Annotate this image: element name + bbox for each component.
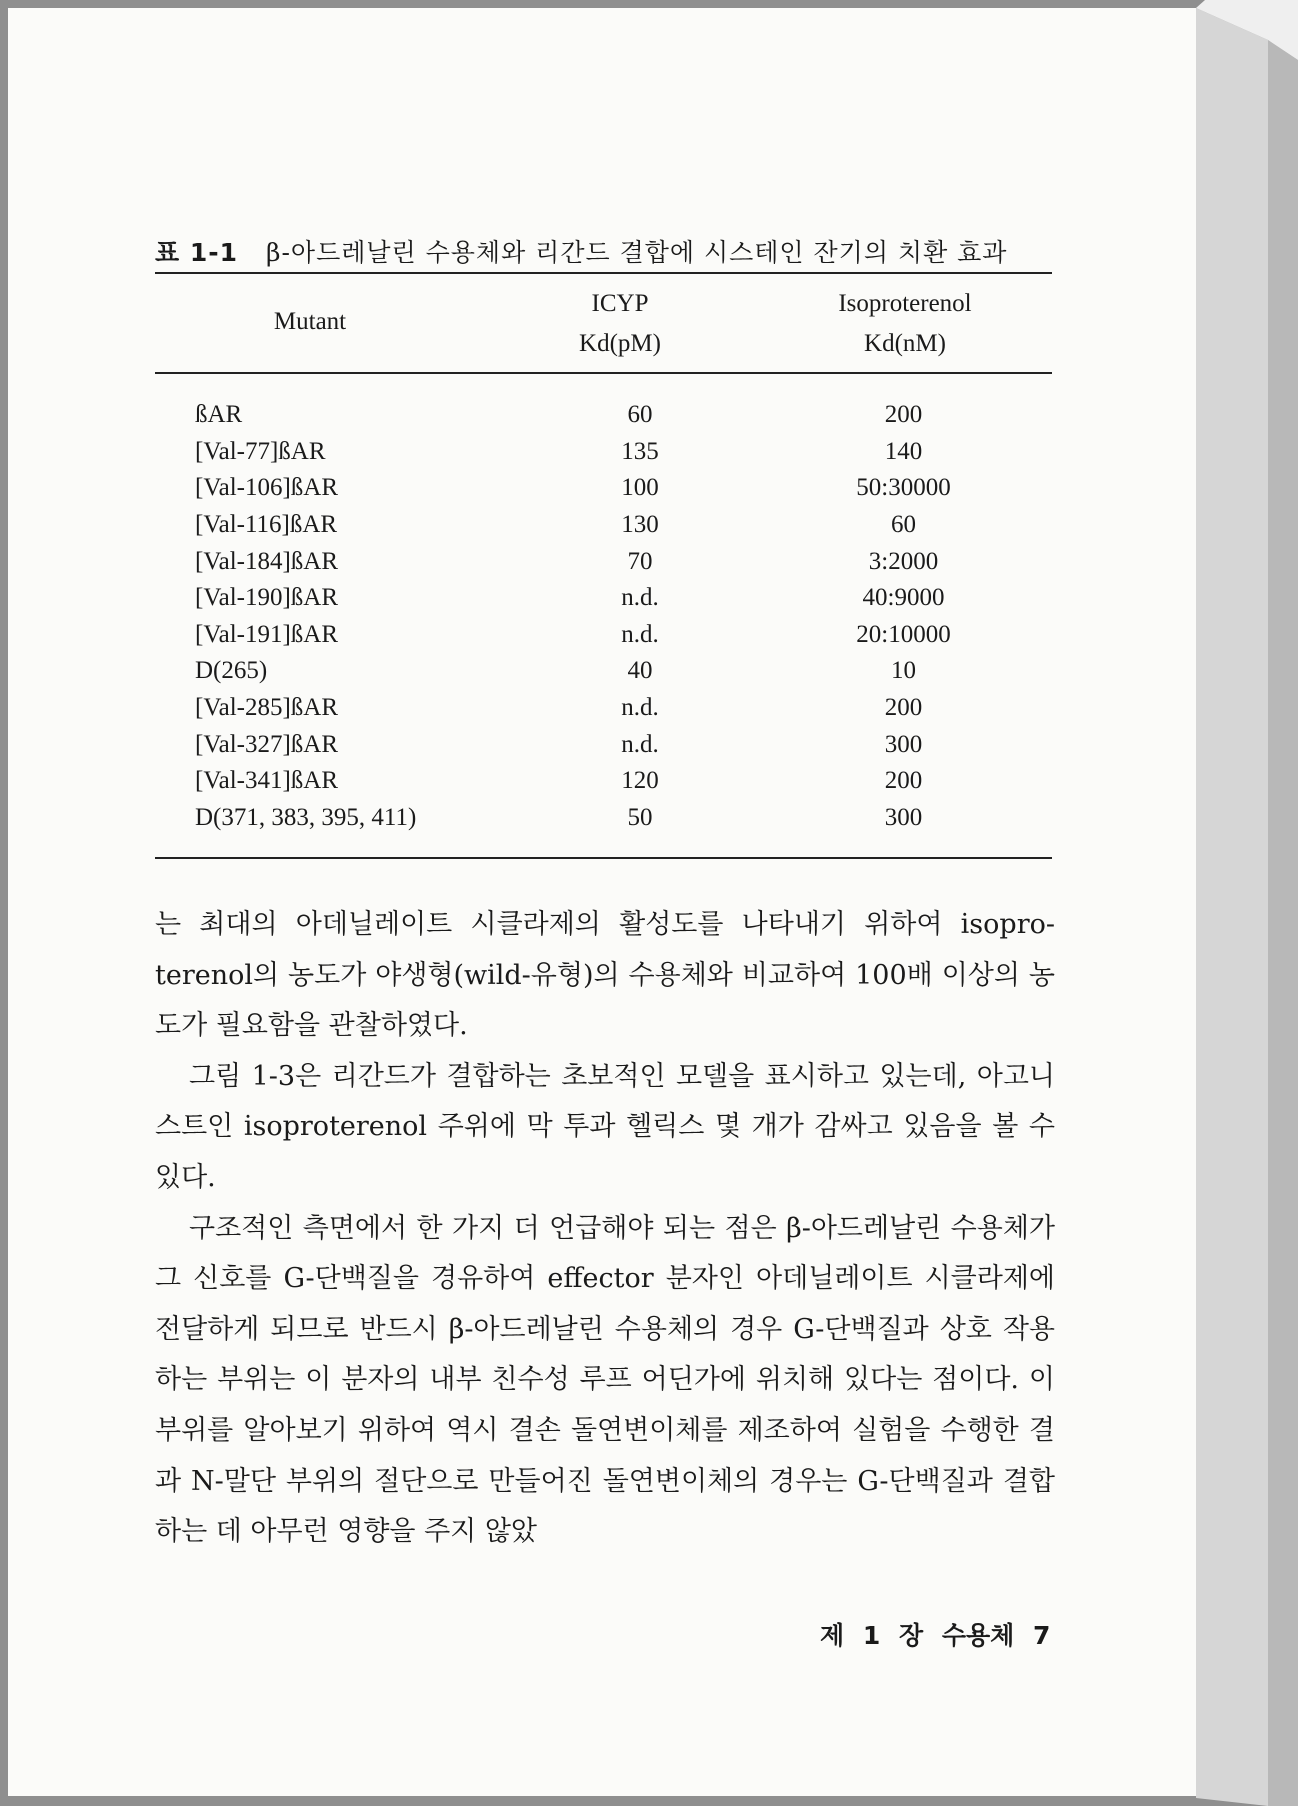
isoproterenol-kd-cell: 10 <box>891 657 916 685</box>
table-row <box>155 507 1052 544</box>
table-row <box>155 690 1052 727</box>
icyp-kd-cell: 100 <box>621 474 659 502</box>
table-header-rule <box>155 372 1052 374</box>
table-top-rule <box>155 272 1052 274</box>
table-caption <box>155 233 1055 269</box>
isoproterenol-kd-cell: 20:10000 <box>856 620 951 648</box>
mutant-cell: [Val-184]ßAR <box>195 547 339 575</box>
table-bottom-rule <box>155 857 1052 859</box>
icyp-kd-cell: n.d. <box>621 730 659 758</box>
isoproterenol-kd-cell: 200 <box>884 694 923 722</box>
icyp-kd-cell: 60 <box>627 401 653 429</box>
table-row <box>155 800 1052 837</box>
isoproterenol-kd-cell: 200 <box>884 767 923 795</box>
table-caption-text: β-아드레날린 수용체와 리간드 결합에 시스테인 잔기의 치환 효과 <box>266 238 1008 267</box>
table-row <box>155 434 1052 471</box>
icyp-kd-cell: 70 <box>627 547 653 575</box>
paragraph: 그림 1-3은 리간드가 결합하는 초보적인 모델을 표시하고 있는데, 아고니스트인 isoproterenol 주위에 막 투과 헬릭스 몇 개가 감싸고 있음을 볼 수 있다. <box>155 1060 1055 1193</box>
mutant-cell: [Val-285]ßAR <box>195 694 339 722</box>
mutant-cell: [Val-191]ßAR <box>195 620 339 648</box>
table-row <box>155 653 1052 690</box>
icyp-kd-cell: 120 <box>621 767 659 795</box>
header-mutant: Mutant <box>273 308 347 335</box>
isoproterenol-kd-cell: 60 <box>891 511 916 539</box>
mutant-cell: [Val-106]ßAR <box>195 474 339 502</box>
table-row <box>155 397 1052 434</box>
icyp-kd-cell: 130 <box>621 511 659 539</box>
table-row <box>155 726 1052 763</box>
paragraph: 구조적인 측면에서 한 가지 더 언급해야 되는 점은 β-아드레날린 수용체가 그 신호를 G-단백질을 경유하여 effector 분자인 아데닐레이트 시클라제에 전달하게 되므로 반드시 β-아드레날린 수용체의 경우 G-단백질과 상호 작용하는 부위는 이 분자의 내부 친수성 루프 어딘가에 위치해 있다는 점이다. 이 부위를 알아보기 위하여 역시 결손 돌연변이체를 제조하여 실험을 수행한 결과 N-말단 부위의 절단으로 만들어진 돌연변이체의 경우는 G-단백질과 결합하는 데 아무런 영향을 주지 않았 <box>155 1212 1055 1548</box>
mutant-cell: [Val-341]ßAR <box>195 767 339 795</box>
header-isoproterenol-unit: Kd(nM) <box>864 330 946 357</box>
footer-chapter: 제 1 장 <box>820 1621 924 1650</box>
header-isoproterenol: Isoproterenol <box>838 290 972 317</box>
header-icyp: ICYP <box>591 290 649 317</box>
isoproterenol-kd-cell: 140 <box>884 437 923 465</box>
table-row <box>155 470 1052 507</box>
isoproterenol-kd-cell: 3:2000 <box>868 547 939 575</box>
mutant-cell: D(265) <box>195 657 268 685</box>
body-text <box>155 900 1055 1558</box>
paragraph: 는 최대의 아데닐레이트 시클라제의 활성도를 나타내기 위하여 isopro-terenol의 농도가 야생형(wild-유형)의 수용체와 비교하여 100배 이상의 농도가 필요함을 관찰하였다. <box>155 909 1055 1042</box>
table-number: 표 1-1 <box>155 238 239 267</box>
isoproterenol-kd-cell: 50:30000 <box>856 474 951 502</box>
table-row <box>155 580 1052 617</box>
page-footer <box>820 1616 1050 1652</box>
header-icyp-unit: Kd(pM) <box>579 330 661 357</box>
icyp-kd-cell: n.d. <box>621 584 659 612</box>
table-row <box>155 763 1052 800</box>
icyp-kd-cell: n.d. <box>621 694 659 722</box>
footer-title: 수용체 <box>941 1621 1015 1650</box>
mutant-cell: D(371, 383, 395, 411) <box>195 803 417 831</box>
mutant-cell: [Val-190]ßAR <box>195 584 339 612</box>
mutant-table <box>155 397 1052 836</box>
mutant-cell: ßAR <box>195 401 243 429</box>
isoproterenol-kd-cell: 40:9000 <box>862 584 945 612</box>
mutant-cell: [Val-77]ßAR <box>195 437 326 465</box>
table-row <box>155 617 1052 654</box>
mutant-cell: [Val-327]ßAR <box>195 730 339 758</box>
icyp-kd-cell: n.d. <box>621 620 659 648</box>
isoproterenol-kd-cell: 300 <box>884 730 923 758</box>
icyp-kd-cell: 40 <box>627 657 653 685</box>
icyp-kd-cell: 135 <box>621 437 659 465</box>
isoproterenol-kd-cell: 200 <box>884 401 923 429</box>
page-number: 7 <box>1033 1621 1051 1650</box>
icyp-kd-cell: 50 <box>627 803 653 831</box>
table-row <box>155 543 1052 580</box>
isoproterenol-kd-cell: 300 <box>884 803 923 831</box>
mutant-cell: [Val-116]ßAR <box>195 511 338 539</box>
